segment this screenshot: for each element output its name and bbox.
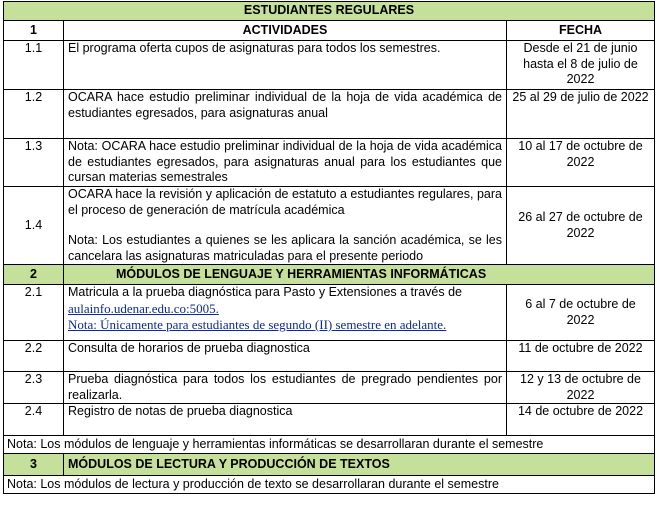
section3-header-row xyxy=(4,454,655,476)
table-row xyxy=(4,41,655,90)
section2-note-row xyxy=(4,436,655,454)
section1-number: 1 xyxy=(4,21,64,41)
activity-date: 12 y 13 de octubre de 2022 xyxy=(507,372,655,404)
row-number: 1.2 xyxy=(4,90,64,139)
aulainfo-link[interactable]: aulainfo.udenar.edu.co:5005. xyxy=(68,300,219,316)
table-row xyxy=(4,90,655,139)
activity-text: Matricula a la prueba diagnóstica para Pasto y Extensiones a través de xyxy=(68,285,462,299)
activity-date: 6 al 7 de octubre de 2022 xyxy=(507,285,655,341)
row-number: 2.2 xyxy=(4,341,64,372)
activity-date: 26 al 27 de octubre de 2022 xyxy=(507,187,655,265)
section2-header-row xyxy=(4,265,655,285)
row-number: 1.3 xyxy=(4,139,64,187)
section2-note: Nota: Los módulos de lenguaje y herramientas informáticas se desarrollaran durante el semestre xyxy=(4,436,655,454)
table-row xyxy=(4,372,655,404)
section1-banner-row xyxy=(4,2,655,21)
row-number: 2.4 xyxy=(4,404,64,436)
activity-note: Nota: Los estudiantes a quienes se les aplicara la sanción académica, se les cancelara las asignaturas matriculadas para el presente periodo xyxy=(68,233,502,263)
section3-title: MÓDULOS DE LECTURA Y PRODUCCIÓN DE TEXTOS xyxy=(64,454,655,476)
activity-cell xyxy=(64,285,507,341)
activity-date: 25 al 29 de julio de 2022 xyxy=(507,90,655,139)
activity-text: Nota: OCARA hace estudio preliminar individual de la hoja de vida académica de estudiantes egresados, para asignaturas anual para los estudiantes que cursan materias semestrales xyxy=(64,139,507,187)
activity-text: Prueba diagnóstica para todos los estudiantes de pregrado pendientes por realizarla. xyxy=(64,372,507,404)
table-row xyxy=(4,285,655,341)
table-row xyxy=(4,404,655,436)
section1-header-row xyxy=(4,21,655,41)
section1-banner: ESTUDIANTES REGULARES xyxy=(4,2,655,21)
activity-note: Nota: Únicamente para estudiantes de segundo (II) semestre en adelante. xyxy=(68,317,447,332)
section3-note: Nota: Los módulos de lectura y producción de texto se desarrollaran durante el semestre xyxy=(4,476,655,494)
date-header: FECHA xyxy=(507,21,655,41)
table-row xyxy=(4,187,655,265)
row-number: 1.4 xyxy=(4,187,64,265)
section3-number: 3 xyxy=(4,454,64,476)
table-row xyxy=(4,139,655,187)
activity-text: OCARA hace estudio preliminar individual de la hoja de vida académica de estudiantes egresados, para asignaturas anual xyxy=(64,90,507,139)
row-number: 2.3 xyxy=(4,372,64,404)
table-row xyxy=(4,341,655,372)
schedule-table xyxy=(3,1,655,494)
row-number: 1.1 xyxy=(4,41,64,90)
section2-title: MÓDULOS DE LENGUAJE Y HERRAMIENTAS INFORMÁTICAS xyxy=(64,265,655,285)
section2-number: 2 xyxy=(4,265,64,285)
activity-text: Consulta de horarios de prueba diagnostica xyxy=(64,341,507,372)
activity-text: El programa oferta cupos de asignaturas para todos los semestres. xyxy=(64,41,507,90)
activity-date: 11 de octubre de 2022 xyxy=(507,341,655,372)
activity-date: 14 de octubre de 2022 xyxy=(507,404,655,436)
activity-cell xyxy=(64,187,507,265)
activity-date: 10 al 17 de octubre de 2022 xyxy=(507,139,655,187)
activity-date: Desde el 21 de junio hasta el 8 de julio de 2022 xyxy=(507,41,655,90)
row-number: 2.1 xyxy=(4,285,64,341)
section3-note-row xyxy=(4,476,655,494)
activities-header: ACTIVIDADES xyxy=(64,21,507,41)
activity-text: OCARA hace la revisión y aplicación de estatuto a estudiantes regulares, para el proceso de generación de matrícula académica xyxy=(68,187,502,217)
activity-text: Registro de notas de prueba diagnostica xyxy=(64,404,507,436)
